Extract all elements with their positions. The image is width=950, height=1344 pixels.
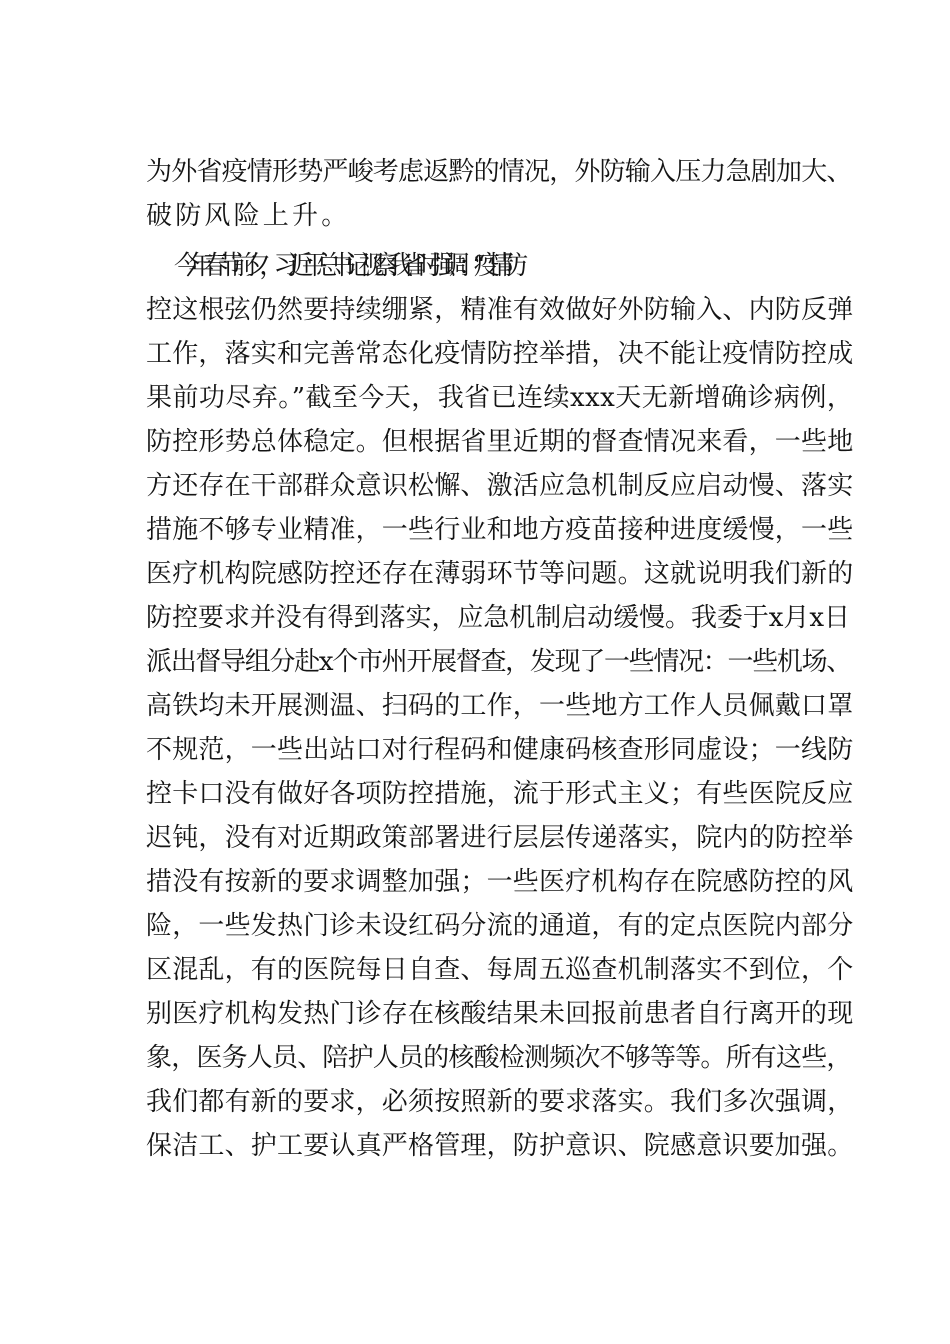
text-line: 今年春节前夕，习近平总书记视察我省时强调：“疫情防 [174,251,517,281]
text-line: 险，一些发热门诊未设红码分流的通道，有的定点医院内部分 [146,911,854,941]
text-line: 果前功尽弃。”截至今天，我省已连续xxx天无新增确诊病例， [146,383,854,413]
text-line: 为外省疫情形势严峻考虑返黔的情况，外防输入压力急剧加大、 [146,157,852,187]
text-line: 措施不够专业精准，一些行业和地方疫苗接种进度缓慢，一些 [146,515,854,545]
text-line: 措没有按新的要求调整加强；一些医疗机构存在院感防控的风 [146,867,854,897]
text-line: 医疗机构院感防控还存在薄弱环节等问题。这就说明我们新的 [146,559,854,589]
text-line: 破防风险上升。 [146,201,351,231]
text-line: 不规范，一些出站口对行程码和健康码核查形同虚设；一线防 [146,735,854,765]
text-line: 迟钝，没有对近期政策部署进行层层传递落实，院内的防控举 [146,823,854,853]
text-line: 控卡口没有做好各项防控措施，流于形式主义；有些医院反应 [146,779,854,809]
text-line: 工作，落实和完善常态化疫情防控举措，决不能让疫情防控成 [146,339,854,369]
text-line: 派出督导组分赴x个市州开展督查，发现了一些情况：一些机场、 [146,647,851,677]
text-line: 防控形势总体稳定。但根据省里近期的督查情况来看，一些地 [146,427,854,457]
text-line: 方还存在干部群众意识松懈、激活应急机制反应启动慢、落实 [146,471,854,501]
text-line: 别医疗机构发热门诊存在核酸结果未回报前患者自行离开的现 [146,999,854,1029]
text-line: 高铁均未开展测温、扫码的工作，一些地方工作人员佩戴口罩 [146,691,854,721]
text-line: 象，医务人员、陪护人员的核酸检测频次不够等等。所有这些， [146,1043,852,1073]
text-line: 保洁工、护工要认真严格管理，防护意识、院感意识要加强。 [146,1131,854,1161]
text-line: 区混乱，有的医院每日自查、每周五巡查机制落实不到位，个 [146,955,854,985]
text-line: 防控要求并没有得到落实，应急机制启动缓慢。我委于x月x日 [146,603,850,633]
text-line: 我们都有新的要求，必须按照新的要求落实。我们多次强调， [146,1087,854,1117]
text-line: 控这根弦仍然要持续绷紧，精准有效做好外防输入、内防反弹 [146,295,854,325]
